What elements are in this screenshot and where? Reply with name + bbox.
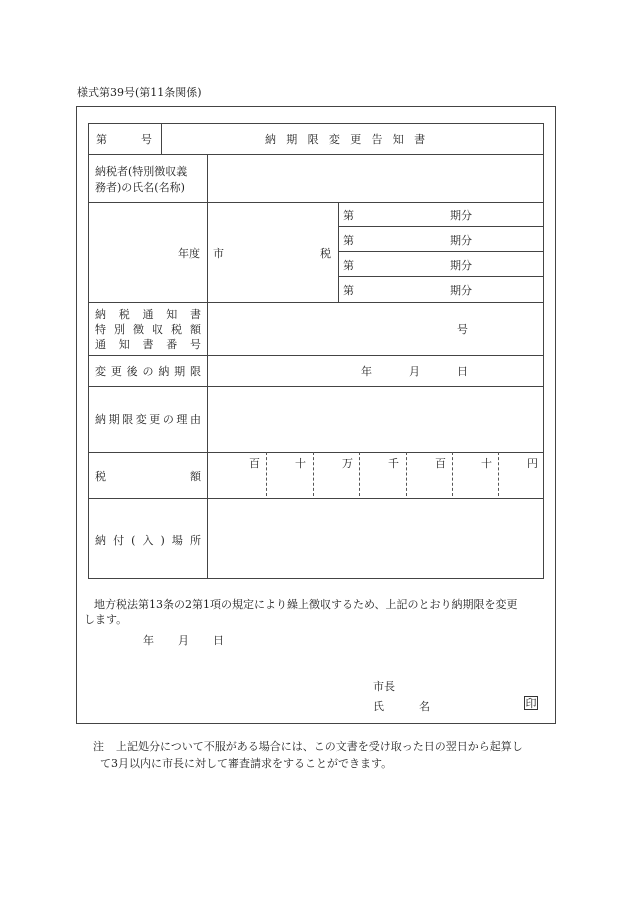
- mayor-label: 市長: [373, 680, 395, 693]
- notice-number-label-line3: 通知書番号: [95, 338, 201, 351]
- notice-number-go: 号: [457, 323, 468, 336]
- period-kibun: 期分: [450, 284, 472, 297]
- row-divider: [89, 386, 543, 387]
- statement-line2: します。: [84, 613, 128, 626]
- period-divider: [338, 276, 543, 277]
- issue-day: 日: [213, 634, 224, 647]
- column-divider: [161, 124, 162, 154]
- seal-box: 印: [525, 697, 537, 710]
- issue-month: 月: [178, 634, 189, 647]
- row-divider: [89, 355, 543, 356]
- document-title: 納期限変更告知書: [265, 133, 436, 146]
- period-kibun: 期分: [450, 234, 472, 247]
- deadline-month: 月: [409, 365, 420, 378]
- tax-amount-label-right: 額: [190, 470, 201, 483]
- period-dai: 第: [343, 209, 354, 222]
- tax-label: 税: [320, 247, 331, 260]
- period-kibun: 期分: [450, 209, 472, 222]
- note-prefix: 注: [93, 740, 104, 753]
- digit-divider: [452, 452, 453, 496]
- issue-year: 年: [143, 634, 154, 647]
- row-divider: [89, 154, 543, 155]
- digit-divider: [313, 452, 314, 496]
- notice-number-label-line1: 納税通知書: [95, 308, 201, 321]
- note-line1: 上記処分について不服がある場合には、この文書を受け取った日の翌日から起算し: [116, 740, 523, 753]
- name-label-shi: 氏: [373, 700, 384, 713]
- deadline-year: 年: [361, 365, 372, 378]
- period-dai: 第: [343, 234, 354, 247]
- digit-divider: [406, 452, 407, 496]
- deadline-day: 日: [457, 365, 468, 378]
- taxpayer-label-line1: 納税者(特別徴収義: [95, 165, 188, 178]
- period-kibun: 期分: [450, 259, 472, 272]
- row-divider: [89, 498, 543, 499]
- column-divider: [207, 154, 208, 578]
- period-dai: 第: [343, 259, 354, 272]
- number-label: 第 号: [96, 133, 152, 146]
- row-divider: [89, 302, 543, 303]
- fiscal-year-label: 年度: [178, 247, 200, 260]
- unit-juu: 十: [295, 457, 306, 470]
- note-line2: て3月以内に市長に対して審査請求をすることができます。: [100, 757, 393, 770]
- unit-hyaku: 百: [249, 457, 260, 470]
- digit-divider: [359, 452, 360, 496]
- unit-sen: 千: [388, 457, 399, 470]
- reason-label: 納期限変更の理由: [95, 413, 201, 426]
- digit-divider: [498, 452, 499, 496]
- city-label: 市: [213, 247, 224, 260]
- digit-divider: [266, 452, 267, 496]
- row-divider: [89, 202, 543, 203]
- unit-man: 万: [342, 457, 353, 470]
- tax-amount-label-left: 税: [95, 470, 106, 483]
- period-divider: [338, 226, 543, 227]
- taxpayer-label-line2: 務者)の氏名(名称): [95, 181, 185, 194]
- unit-en: 円: [527, 457, 538, 470]
- form-number-label: 様式第39号(第11条関係): [77, 86, 202, 99]
- changed-deadline-label: 変更後の納期限: [95, 365, 201, 378]
- row-divider: [89, 452, 543, 453]
- name-label-mei: 名: [419, 700, 430, 713]
- column-divider: [338, 202, 339, 302]
- period-dai: 第: [343, 284, 354, 297]
- statement-line1: 地方税法第13条の2第1項の規定により繰上徴収するため、上記のとおり納期限を変更: [94, 598, 518, 611]
- payment-place-label: 納付(入)場所: [95, 534, 201, 547]
- period-divider: [338, 251, 543, 252]
- notice-number-label-line2: 特別徴収税額: [95, 323, 201, 336]
- unit-juu: 十: [481, 457, 492, 470]
- unit-hyaku: 百: [435, 457, 446, 470]
